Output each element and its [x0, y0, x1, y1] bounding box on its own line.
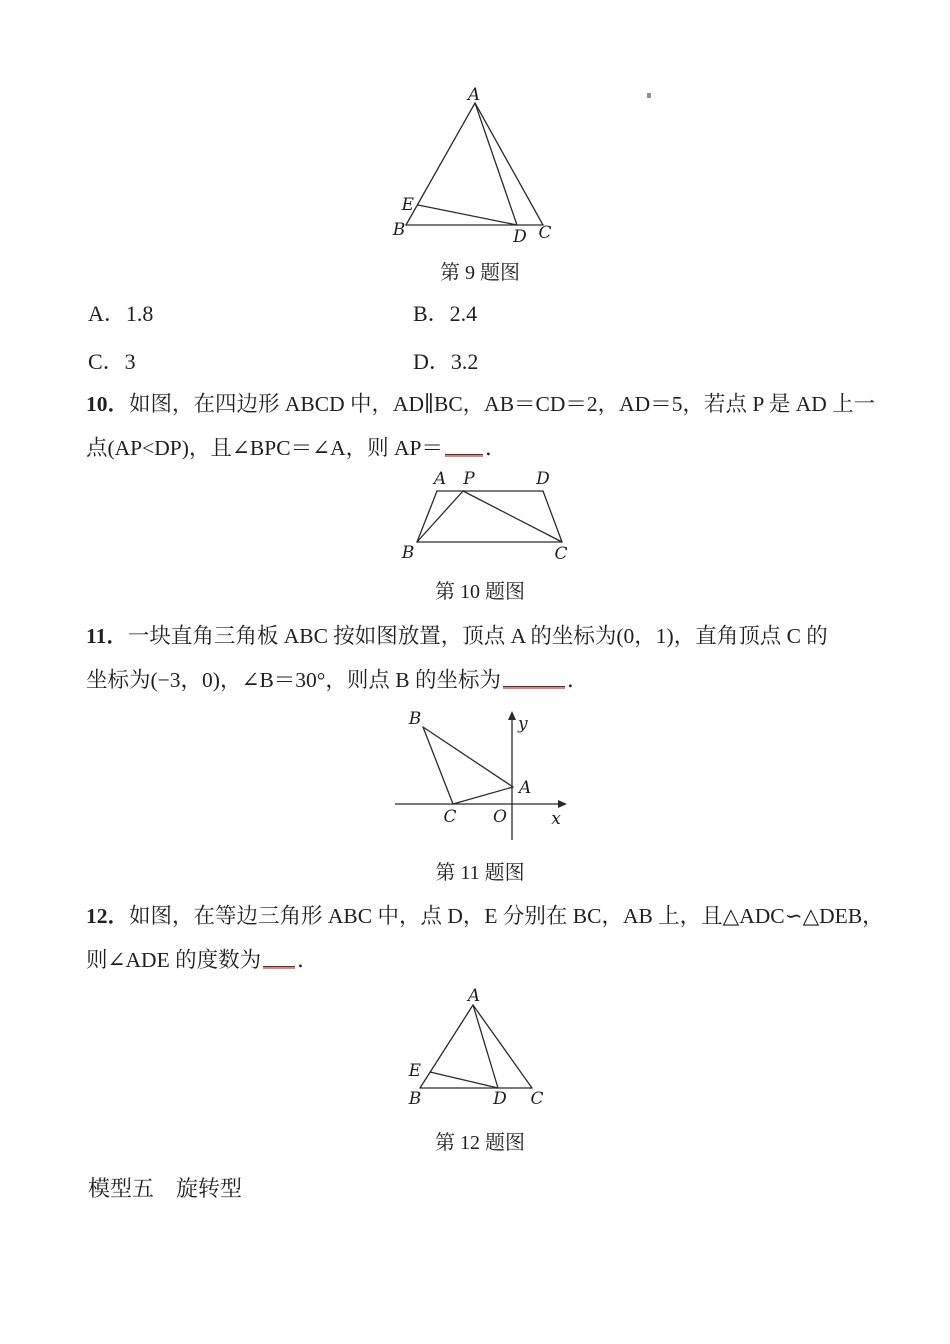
question-12: [86, 894, 898, 982]
question-12-number: 12．: [86, 904, 130, 928]
vertex-label-c: C: [538, 223, 552, 243]
edge-ab: [417, 491, 437, 542]
vertex-label-c: C: [443, 807, 457, 827]
question-10-text-2: 点(AP<DP)，且∠BPC＝∠A，则 AP＝: [86, 436, 443, 460]
figure-caption-q11: 第 11 题图: [435, 862, 525, 884]
figure-caption-q12: 第 12 题图: [435, 1132, 525, 1154]
option-c: C．3: [88, 349, 136, 374]
question-11-line-1: [86, 614, 898, 658]
segment-bp: [417, 491, 463, 542]
edge-ac: [473, 1005, 532, 1088]
edge-bc: [423, 727, 453, 804]
segment-ad: [473, 1005, 498, 1088]
question-11: [86, 614, 898, 702]
question-11-number: 11．: [86, 624, 128, 648]
question-12-text-2: 则∠ADE 的度数为: [86, 948, 262, 972]
vertex-label-c: C: [530, 1089, 544, 1109]
question-12-line-2: [86, 938, 898, 982]
figure-caption-q10: 第 10 题图: [435, 581, 525, 603]
question-10-text-1: 如图，在四边形 ABCD 中，AD∥BC，AB＝CD＝2，AD＝5，若点 P 是 AD 上一: [129, 392, 876, 416]
question-12-line-1: [86, 894, 898, 938]
option-a: A．1.8: [88, 301, 154, 326]
edge-ac: [475, 103, 543, 225]
question-12-period: ．: [297, 948, 319, 972]
figure-caption-q9: 第 9 题图: [440, 262, 520, 284]
section-heading: 模型五 旋转型: [88, 1176, 243, 1201]
vertex-label-d: D: [493, 1089, 507, 1109]
vertex-label-b: B: [401, 543, 415, 563]
axis-label-x: x: [551, 809, 561, 829]
edge-ba: [423, 727, 513, 787]
segment-ad: [475, 103, 517, 225]
question-11-line-2: [86, 658, 898, 702]
origin-label-o: O: [493, 807, 507, 827]
vertex-label-a: A: [467, 986, 481, 1006]
stray-mark: [647, 93, 651, 98]
vertex-label-p: P: [463, 469, 475, 489]
question-10: [86, 382, 898, 470]
question-11-text-2: 坐标为(−3，0)，∠B＝30°，则点 B 的坐标为: [86, 668, 501, 692]
question-10-line-2: [86, 426, 898, 470]
question-11-text-1: 一块直角三角板 ABC 按如图放置，顶点 A 的坐标为(0，1)，直角顶点 C 的: [127, 624, 828, 648]
vertex-label-d: D: [536, 469, 550, 489]
answer-blank-q10: [445, 434, 483, 455]
answer-blank-q12: [263, 946, 295, 967]
segment-pc: [463, 491, 562, 542]
vertex-label-b: B: [392, 220, 406, 240]
x-axis-arrow: [558, 800, 567, 808]
vertex-label-e: E: [408, 1061, 421, 1081]
question-10-number: 10．: [86, 392, 130, 416]
question-10-line-1: [86, 382, 898, 426]
option-d: D．3.2: [413, 349, 479, 374]
figure-q12-triangle: [393, 988, 558, 1113]
vertex-label-a: A: [433, 469, 447, 489]
figure-q11-coordinate-plane: [375, 703, 580, 853]
figure-q9-triangle: [378, 85, 670, 251]
y-axis-arrow: [508, 711, 516, 720]
question-11-period: ．: [567, 668, 589, 692]
vertex-label-b: B: [408, 1089, 422, 1109]
axis-label-y: y: [518, 714, 528, 734]
segment-ed: [430, 1072, 498, 1088]
question-12-text-1: 如图，在等边三角形 ABC 中，点 D，E 分别在 BC，AB 上，且△ADC∽△DEB，: [129, 904, 884, 928]
question-10-period: ．: [484, 436, 507, 460]
segment-ed: [418, 205, 517, 225]
figure-q10-trapezoid: [395, 468, 595, 568]
vertex-label-d: D: [513, 227, 527, 247]
vertex-label-b: B: [408, 709, 422, 729]
vertex-label-e: E: [401, 195, 414, 215]
vertex-label-a: A: [467, 85, 481, 105]
vertex-label-c: C: [554, 544, 568, 564]
edge-ca: [453, 787, 513, 804]
option-b: B．2.4: [413, 301, 478, 326]
answer-blank-q11: [503, 666, 565, 687]
edge-ab: [406, 103, 475, 225]
vertex-label-a: A: [519, 778, 532, 798]
